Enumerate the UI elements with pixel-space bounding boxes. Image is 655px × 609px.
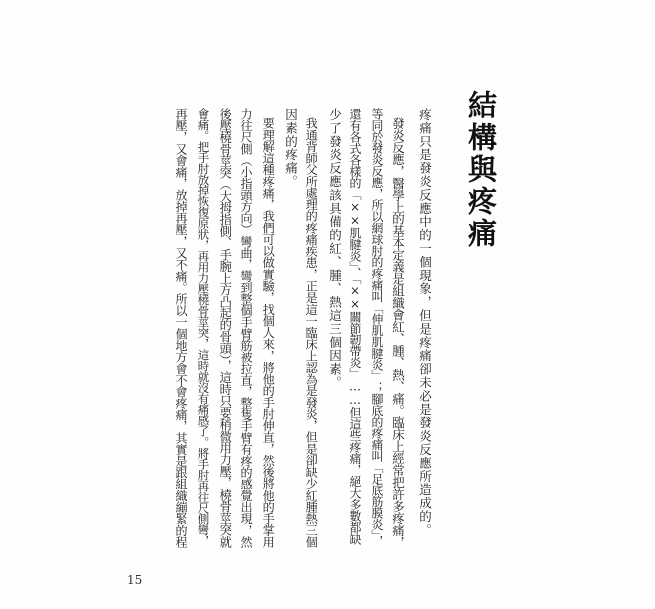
- chapter-title: 結構與疼痛: [464, 90, 498, 250]
- text-column: 少了發炎反應該具備的紅、腫、熱這三個因素。: [327, 108, 343, 390]
- text-column: 會痛。把手肘放掉恢復原狀，再用力壓橈骨莖突，這時就沒有痛感了。將手肘再往尺側彎，: [196, 108, 211, 546]
- text-column: 等同於發炎反應，所以網球肘的疼痛叫「伸肌肌腱炎」；腳底的疼痛叫「足底筋膜炎」，: [369, 108, 384, 547]
- text-column: 後壓橈骨莖突（大拇指側、手腕上方凸起的骨頭），這時只要稍微用力壓，橈骨莖突就: [218, 108, 233, 548]
- text-column: 發炎反應，醫學上的基本定義是組織會紅、腫、熱、痛。臨床上經常把許多疼痛，: [390, 117, 406, 548]
- text-column: 疼痛只是發炎反應中的一個現象，但是疼痛卻未必是發炎反應所造成的。: [417, 108, 433, 537]
- text-column: 我通背師父所處理的疼痛疾患，正是這一臨床上認為是發炎，但是卻缺少紅腫熱三個: [304, 117, 319, 548]
- text-column: 力往尺側（小指頭方向）彎曲，彎到整個手臂筋被拉直，整隻手臂有疼的感覺出現，然: [239, 108, 254, 548]
- text-column: 還有各式各樣的「××肌腱炎」、「××關節韌帶炎」……但這些疼痛，絕大多數都缺: [347, 108, 362, 545]
- text-column: 再壓，又會痛，放掉再壓，又不痛。所以一個地方會不會疼痛，其實是跟組織繃緊的程: [174, 108, 189, 548]
- text-column: 要理解這種疼痛，我們可以做實驗，找個人來，將他的手肘伸直，然後將他的手掌用: [261, 117, 276, 548]
- text-column: 因素的疼痛。: [283, 108, 299, 189]
- page-number: 15: [127, 573, 143, 587]
